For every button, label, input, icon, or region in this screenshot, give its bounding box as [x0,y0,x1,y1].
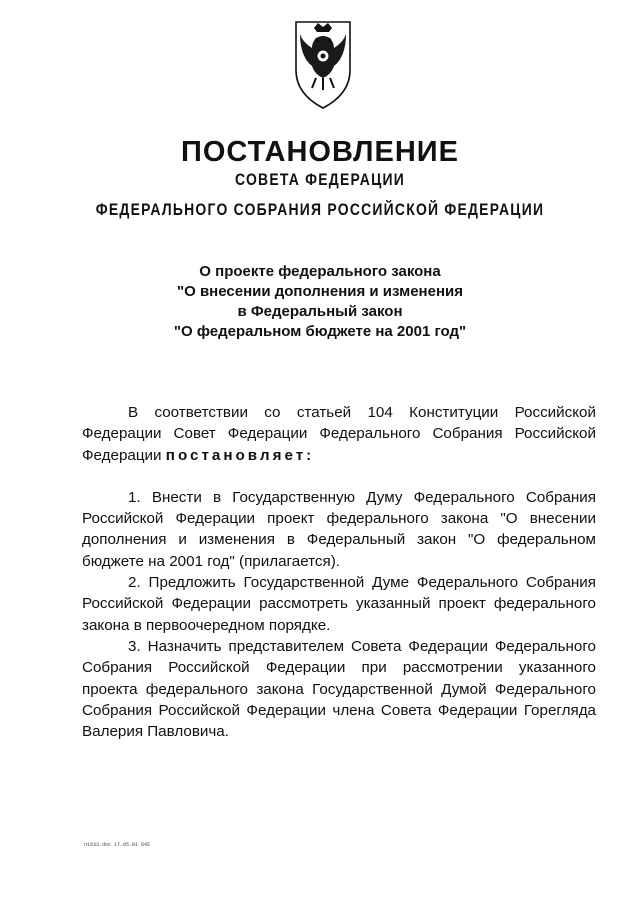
resolution-body [82,402,596,742]
resolves-keyword: постановляет: [165,446,315,464]
resolution-item-3: 3. Назначить представителем Совета Федерации Федерального Собрания Российской Федерации при рассмотрении указанного проекта федерального закона Государственной Думой Федерального Собрания Российской Федерации члена Совета Федерации Горегляда Валерия Павловича. [82,637,596,741]
intro-text: В соответствии со статьей 104 Конституции Российской Федерации Совет Федерации Федерального Собрания Российской Федерации [82,404,596,464]
issuer-line-2: ФЕДЕРАЛЬНОГО СОБРАНИЯ РОССИЙСКОЙ ФЕДЕРАЦИИ [95,200,545,219]
subject-line: "О внесении дополнения и изменения [177,283,463,300]
document-heading: ПОСТАНОВЛЕНИЕ [181,136,459,168]
subject-line: в Федеральный закон [237,303,403,320]
subject-line: О проекте федерального закона [199,263,441,280]
file-stamp: п1633.doc 17.05.01 645 [84,842,151,848]
issuer-line-1: СОВЕТА ФЕДЕРАЦИИ [235,170,405,189]
resolution-item-2: 2. Предложить Государственной Думе Федерального Собрания Российской Федерации рассмотреть указанный проект федерального закона в первоочередном порядке. [82,574,596,634]
document-subject [0,262,640,342]
resolution-item-1: 1. Внести в Государственную Думу Федерального Собрания Российской Федерации проект федерального закона "О внесении дополнения и изменения в Федеральный закон "О федеральном бюджете на 2001 год" (прилагается). [82,488,596,570]
subject-line: "О федеральном бюджете на 2001 год" [173,323,467,340]
coat-of-arms-icon [292,14,354,110]
intro-paragraph [82,402,596,466]
